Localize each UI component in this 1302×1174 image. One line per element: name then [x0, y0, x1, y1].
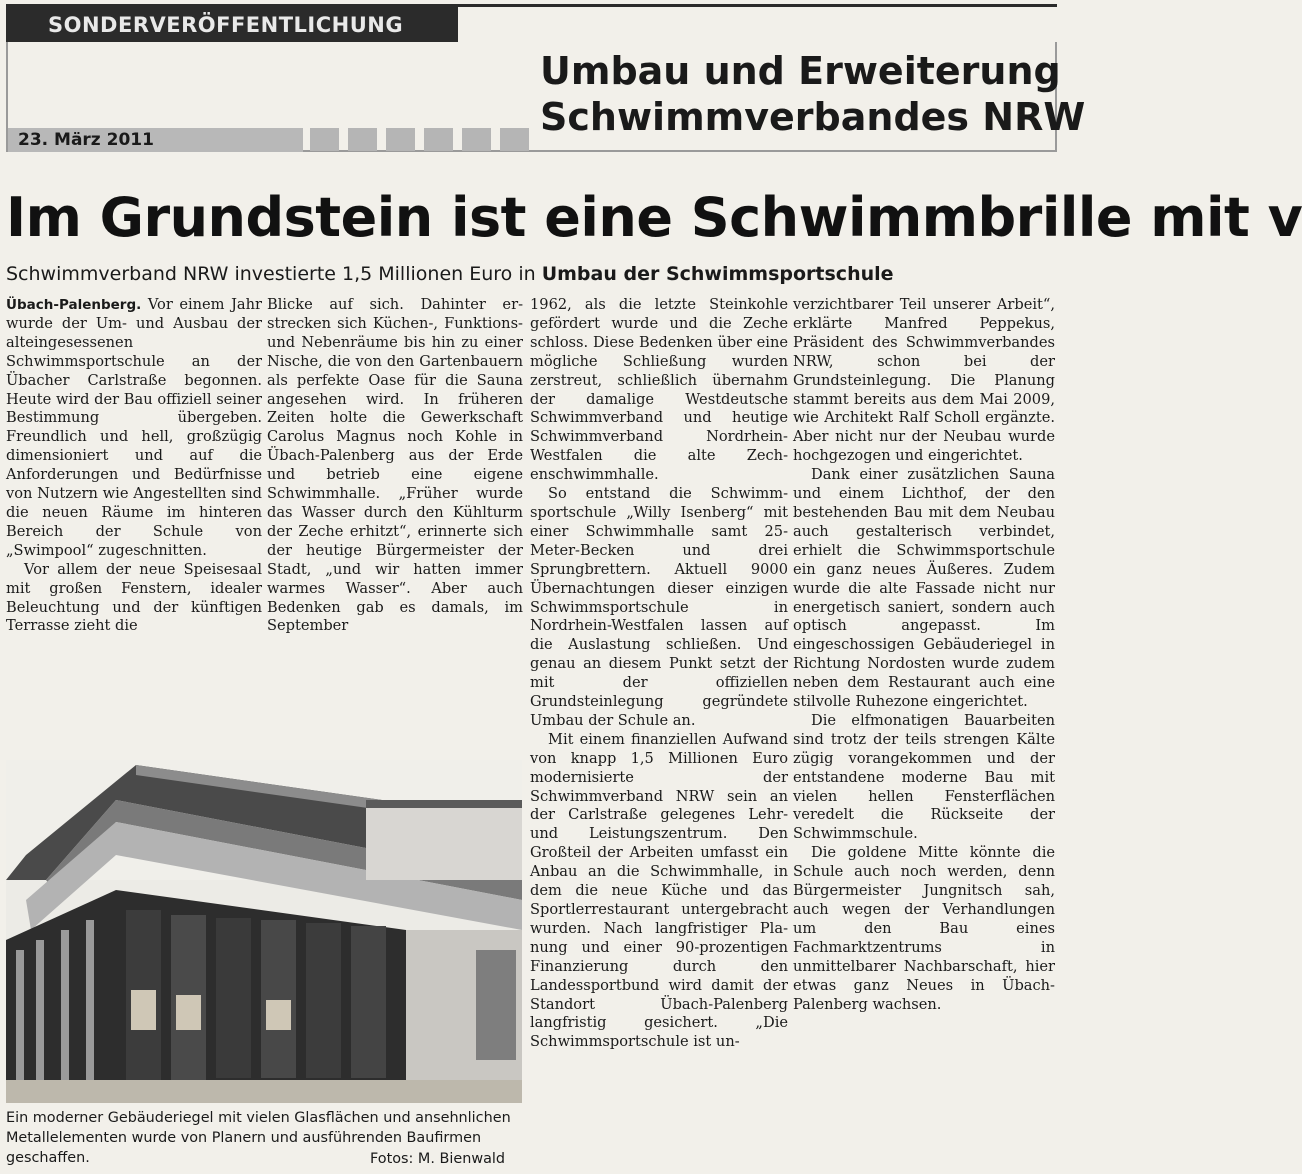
column-3	[530, 296, 788, 1174]
headline: Im Grundstein ist eine Schwimmbrille mit v	[6, 186, 1302, 249]
date-strip	[8, 128, 303, 152]
paragraph: Die elfmonatigen Bauarbeiten sind trotz der teils strengen Kälte zügig vorangekommen und der entstandene moderne Bau mit vielen hellen Fensterflächen veredelt die Rückseite der Schwimmschule.	[793, 711, 1055, 843]
photo-credit: Fotos: M. Bienwald	[370, 1151, 506, 1167]
paragraph: verzichtbarer Teil unserer Arbeit“, erklärte Manfred Peppekus, Präsident des Schwimmverbandes NRW, schon bei der Grundsteinlegung. Die Planung stammt bereits aus dem Mai 2009, wie Architekt Ralf Scholl ergänzte. Aber nicht nur der Neubau wurde hochgezogen und eingerichtet.	[793, 296, 1055, 465]
decorative-squares	[310, 128, 529, 151]
paragraph: So entstand die Schwimmsportschule „Willy Isenberg“ mit einer Schwimmhalle samt 25-Meter-Becken und drei Sprungbrettern. Aktuell 9000 Übernachtungen dieser einzigen Schwimmsportschule in Nordrhein-Westfalen lassen auf die Auslastung schließen. Und genau an diesem Punkt setzt der mit der offiziellen Grundsteinlegung gegründete Umbau der Schule an.	[530, 485, 788, 729]
top-rule	[458, 4, 1057, 7]
column-1	[6, 296, 262, 636]
square	[348, 128, 377, 151]
section-title	[540, 48, 1086, 140]
square	[310, 128, 339, 151]
subhead-bold: Umbau der Schwimmsportschule	[541, 263, 894, 285]
paragraph: Vor allem der neue Speisesaal mit großen Fenstern, idealer Beleuchtung und der künftigen Terrasse zieht die	[6, 560, 262, 635]
building-illustration	[6, 760, 522, 1103]
section-title-line2: Schwimmverbandes NRW	[540, 95, 1086, 139]
subheadline	[6, 263, 1057, 285]
square	[500, 128, 529, 151]
paragraph	[6, 296, 262, 561]
paragraph: Mit einem finanziellen Aufwand von knapp 1,5 Millionen Euro modernisierte der Schwimmverband NRW sein an der Carlstraße gelegenes Lehr- und Leistungszentrum. Den Großteil der Arbeiten umfasst ein Anbau an die Schwimmhalle, in dem die neue Küche und das Sportlerrestaurant untergebracht wurden. Nach langfristiger Planung und einer 90-prozentigen Finanzierung durch den Landessportbund wird damit der Standort Übach-Palenberg langfristig gesichert. „Die Schwimmsportschule ist un-	[530, 730, 788, 1051]
paragraph: Die goldene Mitte könnte die Schule auch noch werden, denn Bürgermeister Jungnitsch sah, auch wegen der Verhandlungen um den Bau eines Fachmarktzentrums in unmittelbarer Nachbarschaft, hier etwas ganz Neues in Übach-Palenberg wachsen.	[793, 844, 1055, 1013]
building-photo	[6, 760, 522, 1103]
square	[462, 128, 491, 151]
paragraph-text: Vor einem Jahr wurde der Um- und Ausbau der alteingesessenen Schwimmsportschule an der Übacher Carlstraße begonnen. Heute wird der Bau offiziell seiner Bestimmung übergeben. Freundlich und hell, großzügig dimensioniert und auf die Anforderungen und Bedürfnisse von Nutzern wie Angestellten sind die neuen Räume im hinteren Bereich der Schule von „Swimpool“ zugeschnitten.	[6, 296, 263, 559]
section-title-line1: Umbau und Erweiterung	[540, 49, 1061, 93]
paragraph: Blicke auf sich. Dahinter erstrecken sich Küchen-, Funktions- und Nebenräume bis hin zu einer Nische, die von den Gartenbauern als perfekte Oase für die Sauna angesehen wird. In früheren Zeiten holte die Gewerkschaft Carolus Magnus noch Kohle in Übach-Palenberg aus der Erde und betrieb eine eigene Schwimmhalle. „Früher wurde das Wasser durch den Kühlturm der Zeche erhitzt“, erinnerte sich der heutige Bürgermeister der Stadt, „und wir hatten immer warmes Wasser“. Aber auch Bedenken gab es damals, im September	[267, 296, 523, 635]
column-4	[793, 296, 1055, 1174]
issue-date: 23. März 2011	[18, 130, 154, 150]
band-label: SONDERVERÖFFENTLICHUNG	[48, 13, 404, 37]
dateline: Übach-Palenberg.	[6, 297, 142, 313]
column-2	[267, 296, 523, 636]
paragraph: 1962, als die letzte Steinkohle gefördert wurde und die Zeche schloss. Diese Bedenken über eine mögliche Schließung wurden zerstreut, schließlich übernahm der damalige Westdeutsche Schwimmverband und heutige Schwimmverband Nordrhein-Westfalen die alte Zechenschwimmhalle.	[530, 296, 788, 484]
paragraph: Dank einer zusätzlichen Sauna und einem Lichthof, der den bestehenden Bau mit dem Neubau auch gestalterisch verbindet, erhielt die Schwimmsportschule ein ganz neues Äußeres. Zudem wurde die alte Fassade nicht nur energetisch saniert, sondern auch optisch angepasst. Im eingeschossigen Gebäuderiegel in Richtung Nordosten wurde zudem neben dem Restaurant auch eine stilvolle Ruhezone eingerichtet.	[793, 466, 1055, 711]
square	[424, 128, 453, 151]
photo-caption: Ein moderner Gebäuderiegel mit vielen Glasflächen und ansehnlichen Metallelementen wurde von Planern und ausführenden Baufirmen geschaffen.	[6, 1110, 511, 1166]
subhead-plain: Schwimmverband NRW investierte 1,5 Millionen Euro in	[6, 263, 542, 285]
square	[386, 128, 415, 151]
section-band	[6, 4, 458, 42]
